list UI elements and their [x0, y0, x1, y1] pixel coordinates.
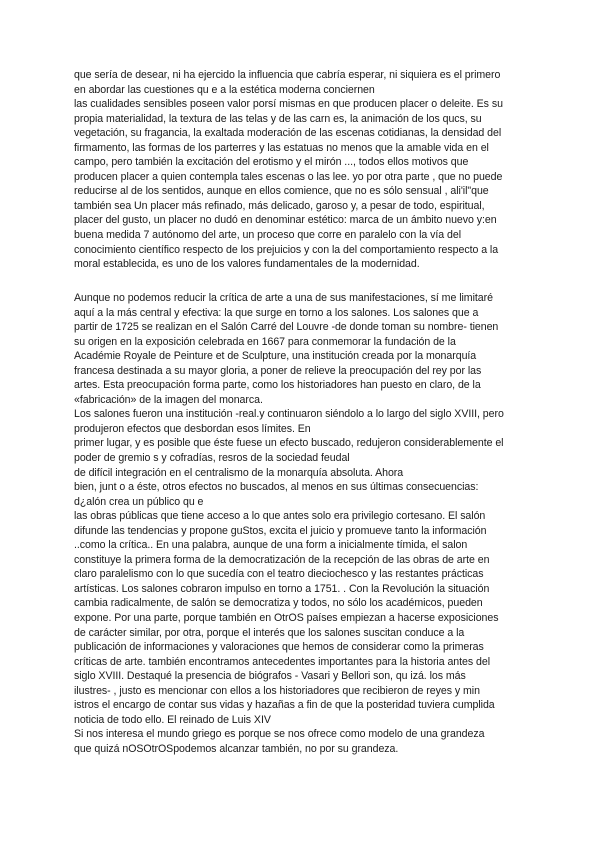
text-line: siglo XVIII. Destaqué la presencia de biógrafos - Vasari y Bellori son, qu izá. los más: [74, 670, 466, 683]
text-line: también sea Un placer más refinado, más delicado, garoso y, a pesar de todo, espiritual,: [74, 199, 485, 212]
text-line: placer del gusto, un placer no dudó en denominar estético: marca de un ámbito nuevo y:en: [74, 214, 497, 227]
text-line: artísticas. Los salones cobraron impulso en torno a 1751. . Con la Revolución la situación: [74, 582, 490, 595]
text-line: primer lugar, y es posible que éste fuese un efecto buscado, redujeron considerablemente el: [74, 437, 504, 450]
text-line: Los salones fueron una institución -real.y continuaron siéndolo a lo largo del siglo XVIII, pero: [74, 408, 504, 421]
text-line: cambia radicalmente, de salón se democratiza y todos, no sólo los académicos, pueden: [74, 597, 483, 610]
text-line: bien, junt o a éste, otros efectos no buscados, al menos en sus últimas consecuencias:: [74, 481, 479, 494]
text-line: noticia de todo ello. El reinado de Luis XIV: [74, 713, 271, 726]
text-line: críticas de arte. también encontramos antecedentes importantes para la historia antes del: [74, 655, 491, 668]
text-line: las cualidades sensibles poseen valor porsí mismas en que producen placer o deleite. Es su: [74, 98, 503, 111]
text-line: su origen en la exposición celebrada en 1667 para conmemorar la fundación de la: [74, 335, 456, 348]
text-line: difunde las tendencias y propone guStos, excita el juicio y promueve tanto la información: [74, 524, 487, 537]
text-line: firmamento, las formas de los parterres y las estatuas no menos que la amable vida en el: [74, 141, 489, 154]
text-line: francesa destinada a su mayor gloria, a poner de relieve la preocupación del rey por las: [74, 364, 482, 377]
text-line: propia materialidad, la textura de las telas y de las carn es, la animación de los qucs, su: [74, 112, 482, 125]
text-line: «fabricación» de la imagen del monarca.: [74, 393, 263, 406]
text-line: que sería de desear, ni ha ejercido la influencia que cabría esperar, ni siquiera es el primero: [74, 69, 501, 81]
text-line: produjeron efectos que desbordan esos límites. En: [74, 422, 311, 435]
text-line: d¿alón crea un público qu e: [74, 495, 204, 508]
text-line: aquí a la más central y efectiva: la que surge en torno a los salones. Los salones que a: [74, 306, 479, 319]
text-line: publicación de informaciones y valoraciones que hemos de considerar como la primeras: [74, 641, 484, 654]
text-line: moral establecida, es uno de los valores fundamentales de la modernidad.: [74, 258, 420, 271]
text-line: Académie Royale de Peinture et de Sculpture, una institución creada por la monarquía: [74, 350, 477, 363]
text-line: istros el encargo de contar sus vidas y hazañas a fin de que la posteridad tuviera cumplida: [74, 699, 495, 712]
text-line: constituye la primera forma de la democratización de la recepción de las obras de arte en: [74, 553, 490, 566]
text-line: partir de 1725 se realizan en el Salón Carré del Louvre -de donde toman su nombre- tienen: [74, 321, 499, 334]
paragraph-block-a: [74, 68, 532, 272]
text-line: poder de gremio s y cofradías, resros de la sociedad feudal: [74, 452, 350, 465]
text-line: de difícil integración en el centralismo de la monarquía absoluta. Ahora: [74, 466, 404, 479]
text-line: de carácter similar, por otra, porque el interés que los salones suscitan conduce a la: [74, 626, 465, 639]
paragraph-block-b: [74, 291, 532, 757]
text-line: claro paralelismo con lo que sucedía con el teatro dieciochesco y las restantes prácticas: [74, 568, 484, 581]
text-line: artes. Esta preocupación forma parte, como los historiadores han puesto en claro, de la: [74, 379, 481, 392]
text-line: ..como la crítica.. En una palabra, aunque de una form a inicialmente tímida, el salon: [74, 539, 468, 552]
text-line: Aunque no podemos reducir la crítica de arte a una de sus manifestaciones, sí me limitaré: [74, 292, 493, 304]
text-line: reducirse al de los sentidos, aunque en ellos comience, que no es sólo sensual , ali'il"que: [74, 185, 489, 198]
text-line: en abordar las cuestiones qu e a la estética moderna conciernen: [74, 83, 375, 96]
text-line: producen placer a quien contempla tales escenas o las lee. yo por otra parte , que no puede: [74, 170, 503, 183]
text-line: que quizá nOSOtrOSpodemos alcanzar también, no por su grandeza.: [74, 742, 399, 755]
text-line: conocimiento científico respecto de los prejuicios y con la del comportamiento respecto a la: [74, 243, 499, 256]
text-line: Si nos interesa el mundo griego es porque se nos ofrece como modelo de una grandeza: [74, 728, 485, 741]
text-line: las obras públicas que tiene acceso a lo que antes solo era privilegio cortesano. El salón: [74, 510, 486, 523]
text-line: campo, pero también la excitación del erotismo y el mirón ..., todos ellos motivos que: [74, 156, 469, 169]
text-line: ilustres- , justo es mencionar con ellos a los historiadores que recibieron de reyes y min: [74, 684, 480, 697]
text-line: buena medida 7 autónomo del arte, un proceso que corre en paralelo con la vía del: [74, 229, 462, 242]
text-line: expone. Por una parte, porque también en OtrOS países empiezan a hacerse exposiciones: [74, 612, 499, 625]
text-line: vegetación, su fragancia, la exaltada moderación de las escenas cotidianas, la densidad del: [74, 127, 502, 140]
